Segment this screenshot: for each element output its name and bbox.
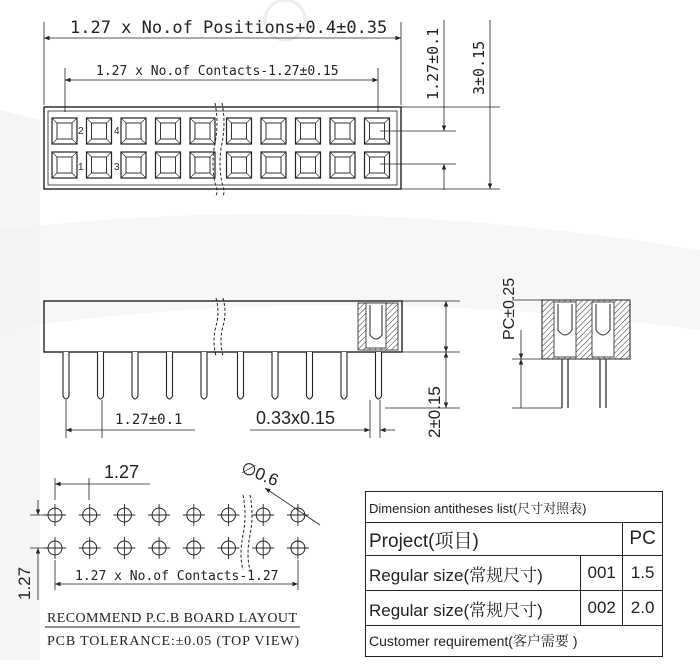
pin	[307, 352, 313, 399]
contact-cell	[52, 118, 77, 144]
contact-cell	[261, 152, 286, 178]
pcb-hole-label: ∅0.6	[238, 458, 282, 491]
contact-cell	[296, 152, 321, 178]
contact-cell	[330, 152, 355, 178]
row-label: Regular size(常规尺寸)	[366, 591, 581, 626]
customer-requirement: Customer requirement(客户需要 )	[366, 626, 663, 657]
contact-cell	[52, 152, 77, 178]
side-pitch-label: 1.27±0.1	[115, 412, 183, 428]
table-header-row	[366, 523, 663, 556]
contact-cell	[190, 118, 215, 144]
contact-cell	[296, 118, 321, 144]
pin	[376, 352, 382, 399]
dim-contacts-label: 1.27 x No.of Contacts-1.27±0.15	[96, 64, 339, 79]
pin	[132, 352, 138, 399]
pc-header: PC	[623, 523, 663, 556]
pcb-hole	[183, 537, 205, 559]
contact-cell	[261, 118, 286, 144]
pin	[167, 352, 173, 399]
table-title: Dimension antitheses list(尺寸对照表)	[366, 492, 663, 523]
pin	[238, 352, 244, 399]
pcb-hole	[79, 504, 101, 526]
pcb-layout	[30, 478, 320, 627]
pcb-tolerance: PCB TOLERANCE:±0.05 (TOP VIEW)	[47, 634, 299, 649]
pcb-hole	[218, 537, 240, 559]
table-custom-row	[366, 626, 663, 657]
pcb-pitch-y-label: 1.27	[15, 566, 34, 600]
contact-cell	[156, 152, 181, 178]
pcb-hole	[252, 537, 274, 559]
pcb-hole	[113, 504, 135, 526]
pcb-hole	[218, 504, 240, 526]
contact-cell	[227, 118, 252, 144]
pcb-hole	[113, 537, 135, 559]
row-code: 001	[581, 556, 623, 591]
contact-cell	[330, 118, 355, 144]
pcb-hole	[252, 504, 274, 526]
contact-cell	[190, 152, 215, 178]
table-title-row	[366, 492, 663, 523]
side-tail-label: 2±0.15	[425, 386, 444, 438]
end-pc-label: PC±0.25	[501, 277, 518, 340]
pcb-hole	[287, 537, 309, 559]
contact-cell	[87, 152, 112, 178]
row-value: 2.0	[623, 591, 663, 626]
side-pin-size-label: 0.33x0.15	[256, 408, 336, 428]
row-code: 002	[581, 591, 623, 626]
contact-cell	[365, 152, 390, 178]
row-value: 1.5	[623, 556, 663, 591]
dim-height-label: 3±0.15	[470, 40, 488, 95]
contact-cell	[156, 118, 181, 144]
row-label: Regular size(常规尺寸)	[366, 556, 581, 591]
pcb-pitch-x-label: 1.27	[104, 462, 140, 482]
side-view	[44, 298, 460, 438]
pin	[201, 352, 207, 399]
contact-cell	[227, 152, 252, 178]
dimension-table	[365, 491, 663, 657]
pcb-hole	[148, 537, 170, 559]
pcb-hole	[183, 504, 205, 526]
pcb-contacts-label: 1.27 x No.of Contacts-1.27	[75, 569, 279, 584]
pin-label-2: 2	[78, 126, 84, 137]
end-view	[512, 300, 630, 408]
pin-label-3: 3	[114, 162, 120, 173]
pin-label-1: 1	[78, 162, 84, 173]
pin	[341, 352, 347, 399]
pcb-hole	[148, 504, 170, 526]
pcb-title: RECOMMEND P.C.B BOARD LAYOUT	[47, 611, 297, 626]
dim-positions-label: 1.27 x No.of Positions+0.4±0.35	[70, 18, 388, 38]
pin	[63, 352, 69, 399]
pin	[98, 352, 104, 399]
pin	[272, 352, 278, 399]
contact-cell	[121, 152, 146, 178]
table-row	[366, 556, 663, 591]
project-header: Project(项目)	[366, 523, 623, 556]
table-row	[366, 591, 663, 626]
contact-cell	[121, 118, 146, 144]
pin-label-4: 4	[114, 126, 120, 137]
contact-cell	[87, 118, 112, 144]
dim-pitch-vertical-label: 1.27±0.1	[424, 27, 442, 100]
header-body-top	[44, 107, 401, 189]
pcb-hole	[79, 537, 101, 559]
